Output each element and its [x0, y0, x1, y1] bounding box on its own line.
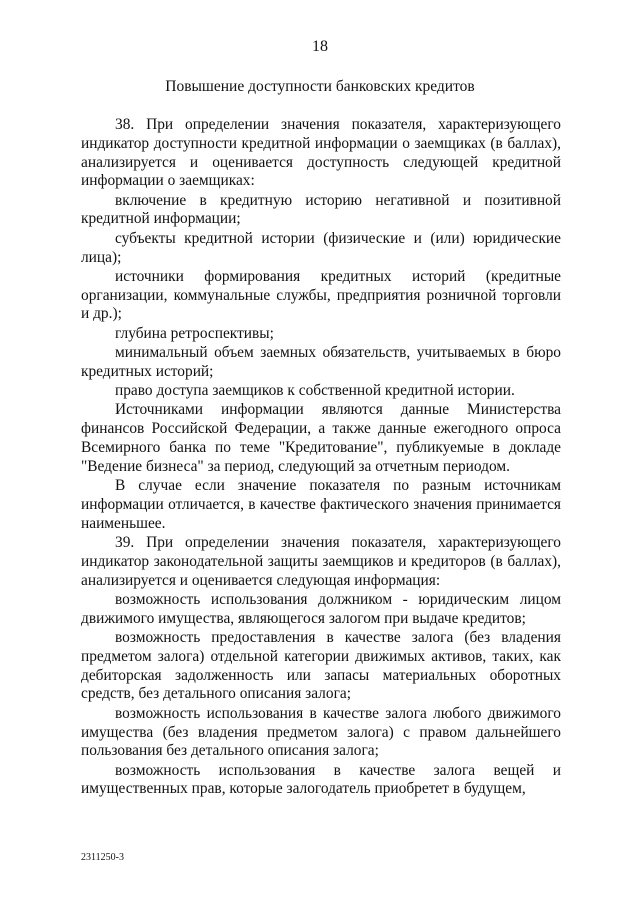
page-number: 18 — [312, 38, 328, 55]
paragraph-information-sources: Источниками информации являются данные Министерства финансов Российской Федерации, а также данные ежегодного опроса Всемирного банка по теме "Кредитование", публикуемые в докладе "Ведение бизнеса" за период, следующий за отчетным периодом. — [81, 401, 561, 475]
paragraph-retrospective-depth: глубина ретроспективы; — [115, 324, 274, 342]
paragraph-movable-assets-collateral: возможность предоставления в качестве залога (без владения предметом залога) отдельной категории движимых активов, таких, как дебиторская задолженность или запасы материальных оборотных средств, без детального описания залога; — [81, 629, 561, 703]
paragraph-38-intro: 38. При определении значения показателя, характеризующего индикатор доступности кредитной информации о заемщиках (в баллах), анализируется и оценивается доступность следующей кредитной информации о заемщиках: — [81, 116, 561, 190]
paragraph-credit-history-subjects: субъекты кредитной истории (физические и (или) юридические лица); — [81, 229, 561, 266]
paragraph-value-discrepancy: В случае если значение показателя по разным источникам информации отличается, в качестве фактического значения принимается наименьшее. — [81, 477, 561, 532]
document-body — [81, 116, 561, 799]
document-code: 2311250-3 — [81, 852, 124, 863]
paragraph-debtor-movable-property: возможность использования должником - юридическим лицом движимого имущества, являющегося залогом при выдаче кредитов; — [81, 590, 561, 627]
paragraph-credit-info-inclusion: включение в кредитную историю негативной и позитивной кредитной информации; — [81, 191, 561, 228]
paragraph-39-intro: 39. При определении значения показателя, характеризующего индикатор законодательной защиты заемщиков и кредиторов (в баллах), анализируется и оценивается следующая информация: — [81, 534, 561, 589]
section-title: Повышение доступности банковских кредитов — [165, 78, 475, 95]
paragraph-future-property-collateral: возможность использования в качестве залога вещей и имущественных прав, которые залогодатель приобретет в будущем, — [81, 761, 561, 798]
paragraph-minimum-obligations: минимальный объем заемных обязательств, учитываемых в бюро кредитных историй; — [81, 344, 561, 380]
paragraph-credit-history-sources: источники формирования кредитных историй (кредитные организации, коммунальные службы, предприятия розничной торговли и др.); — [81, 267, 561, 323]
paragraph-borrower-access: право доступа заемщиков к собственной кредитной истории. — [115, 382, 515, 400]
paragraph-any-movable-collateral: возможность использования в качестве залога любого движимого имущества (без владения предметом залога) с правом дальнейшего пользования без детального описания залога; — [81, 704, 561, 760]
